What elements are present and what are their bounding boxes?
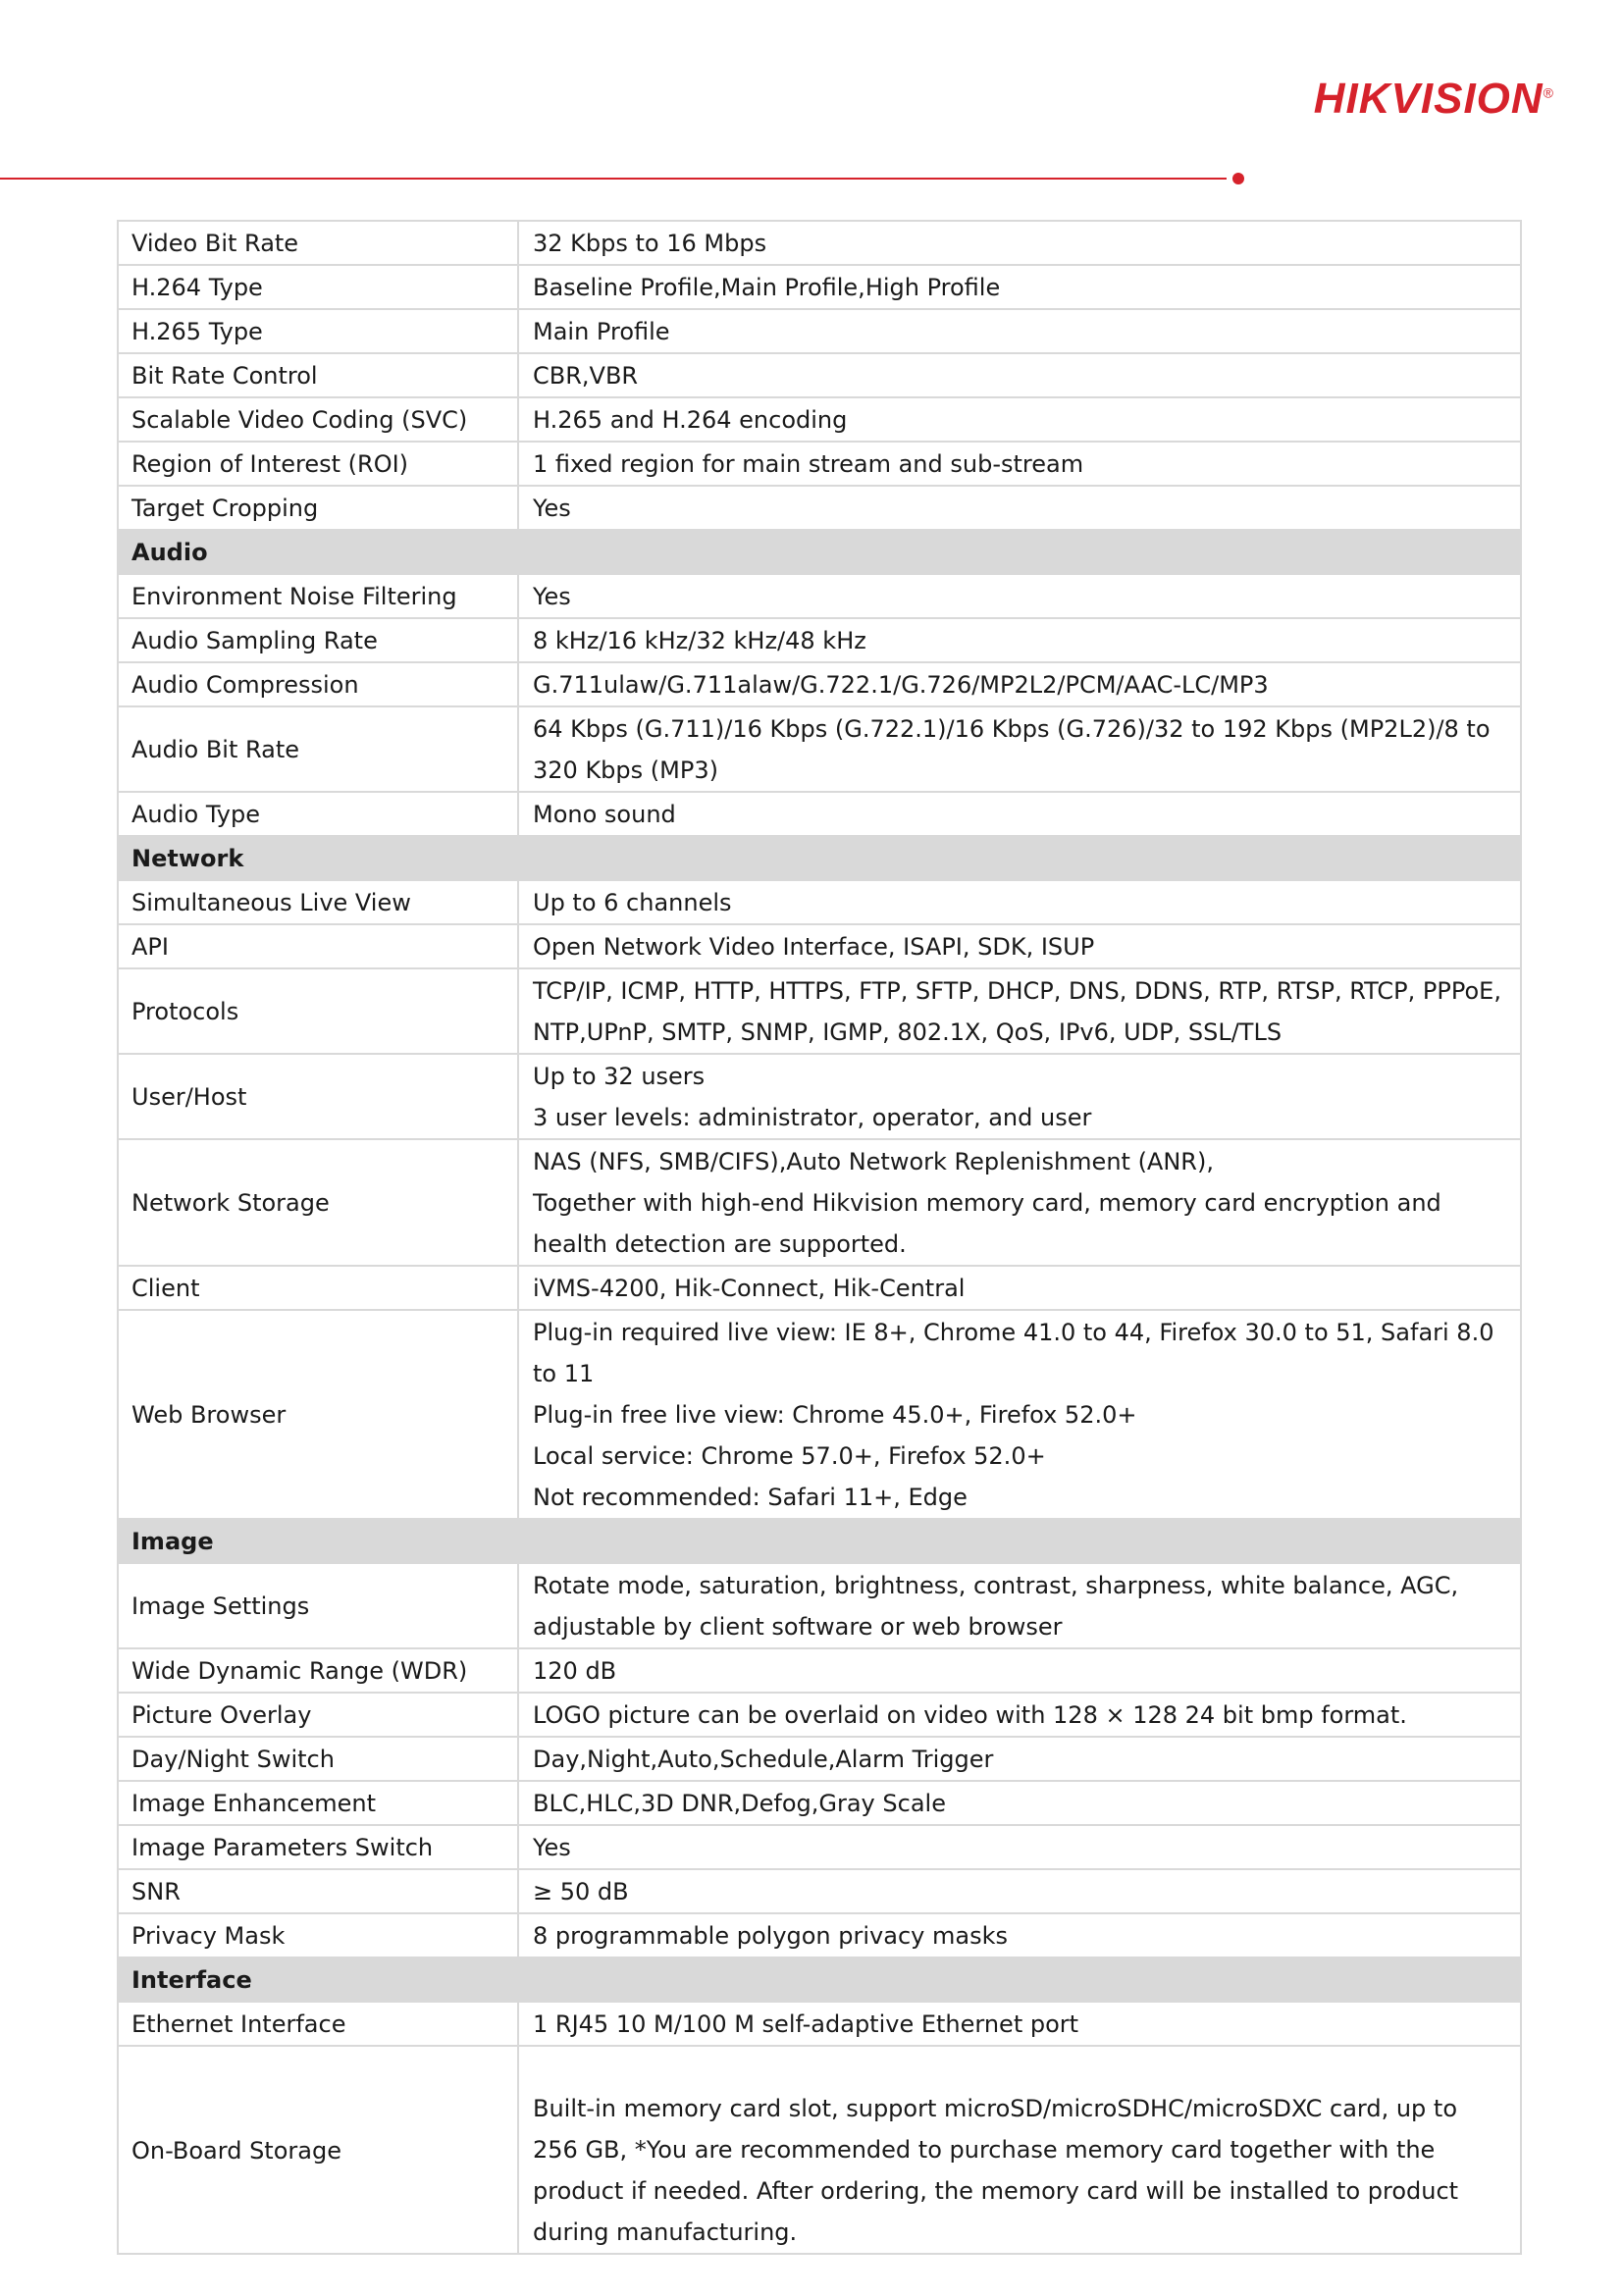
- spec-value-line: 1 fixed region for main stream and sub-stream: [533, 450, 1084, 478]
- spec-row: [118, 265, 1521, 309]
- spec-value-line: 64 Kbps (G.711)/16 Kbps (G.722.1)/16 Kbps (G.726)/32 to 192 Kbps (MP2L2)/8 to 320 Kbps (MP3): [533, 715, 1491, 784]
- spec-value: [518, 309, 1521, 353]
- spec-value-line: 8 kHz/16 kHz/32 kHz/48 kHz: [533, 627, 866, 654]
- spec-value-line: Yes: [533, 583, 571, 610]
- spec-row: [118, 924, 1521, 968]
- spec-label: Audio Sampling Rate: [118, 618, 518, 662]
- spec-value-line: H.265 and H.264 encoding: [533, 406, 848, 434]
- spec-table: [117, 220, 1522, 2255]
- section-header: [118, 530, 1521, 574]
- spec-row: [118, 309, 1521, 353]
- spec-label: Simultaneous Live View: [118, 880, 518, 924]
- spec-row: [118, 880, 1521, 924]
- section-header: [118, 1519, 1521, 1563]
- spec-value: [518, 265, 1521, 309]
- spec-label: SNR: [118, 1869, 518, 1913]
- spec-label: Environment Noise Filtering: [118, 574, 518, 618]
- spec-value-line: Up to 6 channels: [533, 889, 732, 916]
- spec-row: [118, 1693, 1521, 1737]
- spec-row: [118, 1825, 1521, 1869]
- spec-value: [518, 1913, 1521, 1957]
- spec-label: Web Browser: [118, 1310, 518, 1519]
- spec-value: [518, 574, 1521, 618]
- spec-label: Day/Night Switch: [118, 1737, 518, 1781]
- spec-value-line: Local service: Chrome 57.0+, Firefox 52.0+: [533, 1442, 1046, 1470]
- spec-row: [118, 792, 1521, 836]
- spec-value: [518, 1693, 1521, 1737]
- spec-value: [518, 1869, 1521, 1913]
- spec-row: [118, 1310, 1521, 1519]
- spec-label: Bit Rate Control: [118, 353, 518, 397]
- spec-value-line: Rotate mode, saturation, brightness, contrast, sharpness, white balance, AGC, adjustable by client software or web browser: [533, 1572, 1459, 1641]
- spec-label: H.265 Type: [118, 309, 518, 353]
- spec-value-line: TCP/IP, ICMP, HTTP, HTTPS, FTP, SFTP, DHCP, DNS, DDNS, RTP, RTSP, RTCP, PPPoE, NTP,UPnP, SMTP, SNMP, IGMP, 802.1X, QoS, IPv6, UDP, SSL/TLS: [533, 977, 1501, 1046]
- spec-row: [118, 1054, 1521, 1139]
- spec-row: [118, 1266, 1521, 1310]
- section-title: Network: [118, 836, 1521, 880]
- spec-row: [118, 1869, 1521, 1913]
- spec-value-line: Not recommended: Safari 11+, Edge: [533, 1484, 968, 1511]
- spec-row: [118, 662, 1521, 706]
- spec-label: Ethernet Interface: [118, 2002, 518, 2046]
- spec-row: [118, 968, 1521, 1054]
- section-title: Interface: [118, 1957, 1521, 2002]
- spec-row: [118, 1563, 1521, 1648]
- spec-value-line: NAS (NFS, SMB/CIFS),Auto Network Replenishment (ANR),: [533, 1148, 1214, 1175]
- section-header: [118, 1957, 1521, 2002]
- spec-value-line: Up to 32 users: [533, 1063, 706, 1090]
- spec-label: Audio Bit Rate: [118, 706, 518, 792]
- section-header: [118, 836, 1521, 880]
- spec-row: [118, 1648, 1521, 1693]
- spec-value: [518, 353, 1521, 397]
- spec-value-line: LOGO picture can be overlaid on video with 128 × 128 24 bit bmp format.: [533, 1701, 1407, 1729]
- registered-mark: ®: [1543, 84, 1554, 101]
- spec-value: [518, 1825, 1521, 1869]
- spec-value-line: Yes: [533, 1834, 571, 1861]
- spec-value-line: Together with high-end Hikvision memory card, memory card encryption and health detection are supported.: [533, 1189, 1441, 1258]
- spec-row: [118, 618, 1521, 662]
- section-title: Audio: [118, 530, 1521, 574]
- spec-value: [518, 1266, 1521, 1310]
- spec-row: [118, 221, 1521, 265]
- spec-value: [518, 880, 1521, 924]
- spec-value: [518, 1139, 1521, 1266]
- spec-value-line: 120 dB: [533, 1657, 617, 1685]
- spec-value: [518, 1781, 1521, 1825]
- spec-value: [518, 924, 1521, 968]
- spec-value-line: Built-in memory card slot, support microSD/microSDHC/microSDXC card, up to 256 GB, *You are recommended to purchase memory card together with the product if needed. After ordering, the memory card will be installed to product during manufacturing.: [533, 2095, 1459, 2246]
- spec-label: Audio Compression: [118, 662, 518, 706]
- spec-row: [118, 442, 1521, 486]
- spec-value: [518, 1310, 1521, 1519]
- spec-row: [118, 2046, 1521, 2254]
- spec-value-line: Open Network Video Interface, ISAPI, SDK, ISUP: [533, 933, 1095, 961]
- spec-value-line: BLC,HLC,3D DNR,Defog,Gray Scale: [533, 1790, 946, 1817]
- spec-value-line: 8 programmable polygon privacy masks: [533, 1922, 1008, 1950]
- spec-label: Network Storage: [118, 1139, 518, 1266]
- spec-value-line: 32 Kbps to 16 Mbps: [533, 230, 767, 257]
- header-rule: [0, 178, 1227, 180]
- spec-label: Audio Type: [118, 792, 518, 836]
- spec-label: On-Board Storage: [118, 2046, 518, 2254]
- spec-label: Scalable Video Coding (SVC): [118, 397, 518, 442]
- spec-row: [118, 574, 1521, 618]
- section-title: Image: [118, 1519, 1521, 1563]
- spec-label: Image Parameters Switch: [118, 1825, 518, 1869]
- spec-value: [518, 1054, 1521, 1139]
- spec-value: [518, 968, 1521, 1054]
- spec-row: [118, 397, 1521, 442]
- spec-value: [518, 662, 1521, 706]
- spec-label: H.264 Type: [118, 265, 518, 309]
- spec-row: [118, 486, 1521, 530]
- spec-value: [518, 706, 1521, 792]
- spec-table-body: [118, 221, 1521, 2254]
- spec-label: Client: [118, 1266, 518, 1310]
- spec-label: Privacy Mask: [118, 1913, 518, 1957]
- spec-value-line: 1 RJ45 10 M/100 M self-adaptive Ethernet port: [533, 2010, 1079, 2038]
- spec-value: [518, 442, 1521, 486]
- spec-label: Region of Interest (ROI): [118, 442, 518, 486]
- spec-row: [118, 353, 1521, 397]
- spec-value: [518, 2002, 1521, 2046]
- spec-value-line: iVMS-4200, Hik-Connect, Hik-Central: [533, 1275, 966, 1302]
- spec-label: Target Cropping: [118, 486, 518, 530]
- spec-value: [518, 1737, 1521, 1781]
- spec-value-line: Main Profile: [533, 318, 670, 345]
- spec-row: [118, 1781, 1521, 1825]
- spec-label: Protocols: [118, 968, 518, 1054]
- spec-value: [518, 486, 1521, 530]
- spec-label: Image Settings: [118, 1563, 518, 1648]
- spec-value: [518, 792, 1521, 836]
- hikvision-logo: [1314, 75, 1554, 124]
- logo-text: HIKVISION: [1313, 75, 1544, 123]
- spec-value-line: 3 user levels: administrator, operator, and user: [533, 1104, 1092, 1131]
- spec-row: [118, 1737, 1521, 1781]
- spec-value: [518, 1648, 1521, 1693]
- spec-value-line: Plug-in required live view: IE 8+, Chrome 41.0 to 44, Firefox 30.0 to 51, Safari 8.0 to 11: [533, 1319, 1494, 1387]
- spec-value-line: CBR,VBR: [533, 362, 639, 390]
- spec-value-line: G.711ulaw/G.711alaw/G.722.1/G.726/MP2L2/PCM/AAC-LC/MP3: [533, 671, 1269, 699]
- spec-row: [118, 706, 1521, 792]
- spec-label: User/Host: [118, 1054, 518, 1139]
- spec-label: Wide Dynamic Range (WDR): [118, 1648, 518, 1693]
- spec-value-line: Baseline Profile,Main Profile,High Profile: [533, 274, 1001, 301]
- spec-value: [518, 618, 1521, 662]
- spec-value: [518, 397, 1521, 442]
- spec-value-line: Mono sound: [533, 801, 676, 828]
- spec-value-line: Yes: [533, 495, 571, 522]
- spec-label: Picture Overlay: [118, 1693, 518, 1737]
- spec-row: [118, 1139, 1521, 1266]
- spec-value-line: Plug-in free live view: Chrome 45.0+, Firefox 52.0+: [533, 1401, 1137, 1429]
- spec-label: Video Bit Rate: [118, 221, 518, 265]
- spec-row: [118, 1913, 1521, 1957]
- spec-value: [518, 221, 1521, 265]
- header-rule-dot: [1232, 173, 1244, 184]
- spec-value: [518, 1563, 1521, 1648]
- spec-value-line: Day,Night,Auto,Schedule,Alarm Trigger: [533, 1746, 994, 1773]
- spec-value: [518, 2046, 1521, 2254]
- spec-label: Image Enhancement: [118, 1781, 518, 1825]
- spec-row: [118, 2002, 1521, 2046]
- spec-label: API: [118, 924, 518, 968]
- spec-value-line: ≥ 50 dB: [533, 1878, 629, 1905]
